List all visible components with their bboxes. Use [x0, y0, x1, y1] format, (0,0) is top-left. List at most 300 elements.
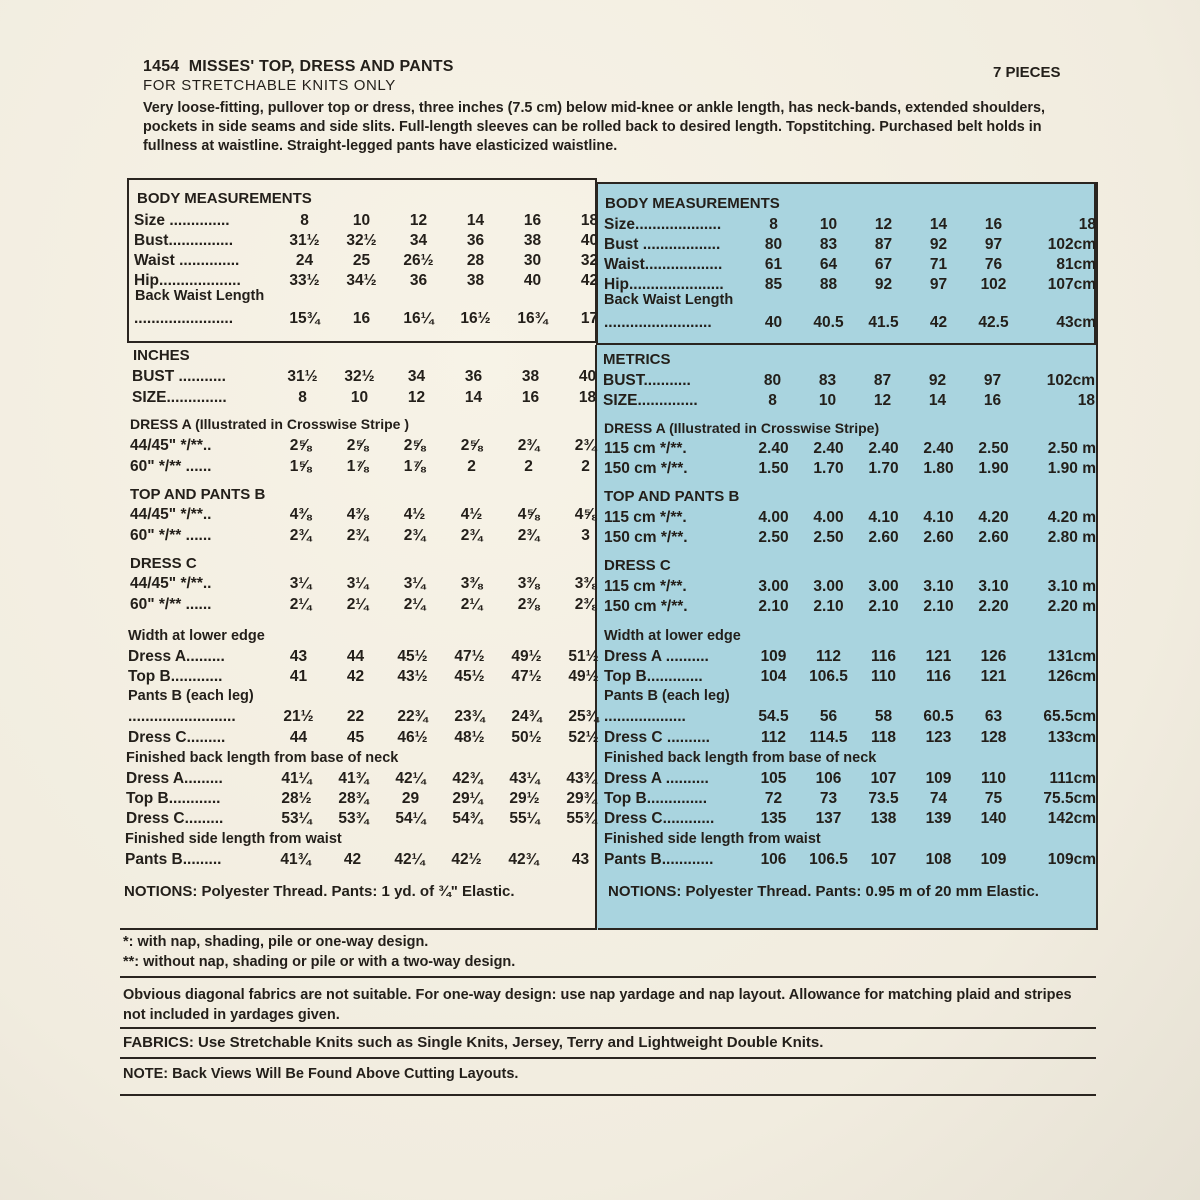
row-value: 102cm — [1046, 372, 1095, 389]
footnote-no-nap: **: without nap, shading or pile or with a two-way design. — [123, 954, 516, 970]
row-value: 1.90 — [978, 460, 1009, 477]
row-value: 2.50 — [758, 529, 789, 546]
row-value: 50½ — [511, 729, 542, 746]
row-value: 42¾ — [452, 770, 483, 787]
row-value: 2.10 — [813, 598, 844, 615]
row-value: 2¾ — [460, 527, 483, 544]
row-label: Bust .................. — [604, 236, 721, 253]
row-label: Hip................... — [134, 272, 241, 289]
row-label: Waist.................. — [604, 256, 723, 273]
pattern-description: Very loose-fitting, pullover top or dress, three inches (7.5 cm) below mid-knee or ankle length, has neck-bands, extended shoulders, pockets in side seams and side slits. Full-length sleeves can be rolled back to desired length. Topstitching. Purchased belt holds in fullness at waistline. Straight-legged pants have elasticized waistline. — [143, 100, 1046, 154]
row-value: 4.00 — [813, 509, 844, 526]
right-dressA-heading: DRESS A (Illustrated in Crosswise Stripe) — [604, 420, 880, 436]
row-value: 4½ — [403, 506, 426, 523]
row-value: 44 — [289, 729, 308, 746]
row-value: 38 — [521, 368, 540, 385]
left-body-heading: BODY MEASUREMENTS — [137, 190, 312, 207]
row-value: 45 — [346, 729, 365, 746]
left-dressA-row — [130, 437, 614, 455]
row-value: 92 — [929, 236, 948, 253]
row-value: 2.60 — [978, 529, 1009, 546]
row-value: 15¾ — [289, 310, 320, 327]
row-value: 44 — [346, 648, 365, 665]
row-value: 18 — [580, 212, 599, 229]
row-value: 41¼ — [281, 770, 312, 787]
row-value: 121 — [925, 648, 952, 665]
row-value: 23¾ — [454, 708, 485, 725]
row-value: 36 — [466, 232, 485, 249]
row-value: 2 — [581, 458, 590, 475]
right-metrics-row — [603, 372, 1095, 390]
row-value: 53¾ — [338, 810, 369, 827]
rule-under-diagonal — [120, 1027, 1096, 1029]
row-value: 1.50 — [758, 460, 789, 477]
row-value: 18 — [1078, 216, 1096, 233]
row-value: 29¾ — [566, 790, 597, 807]
right-dressC-heading: DRESS C — [604, 557, 671, 574]
row-value: 109 — [925, 770, 952, 787]
row-value: 24 — [295, 252, 314, 269]
row-value: 16 — [352, 310, 371, 327]
row-value: 2¾ — [574, 437, 597, 454]
right-side-heading: Finished side length from waist — [604, 831, 821, 847]
row-value: 48½ — [454, 729, 485, 746]
row-value: 76 — [984, 256, 1003, 273]
row-label: Dress A......... — [128, 648, 225, 665]
fabrics-note: FABRICS: Use Stretchable Knits such as Single Knits, Jersey, Terry and Lightweight Double Knits. — [123, 1034, 824, 1051]
row-value: 80 — [764, 236, 783, 253]
row-value: 2.60 — [923, 529, 954, 546]
right-metrics-row — [603, 392, 1095, 410]
row-value: 2¾ — [289, 527, 312, 544]
row-value: 4⅝ — [574, 506, 597, 523]
row-value: 16 — [983, 392, 1002, 409]
row-value: 56 — [819, 708, 838, 725]
row-value: 40.5 — [813, 314, 844, 331]
row-label: Dress C......... — [126, 810, 224, 827]
footnote-nap: *: with nap, shading, pile or one-way design. — [123, 934, 429, 950]
right-width-heading: Width at lower edge — [604, 628, 741, 644]
row-value: 2⅜ — [517, 596, 540, 613]
row-value: 73 — [819, 790, 838, 807]
row-value: 2¼ — [460, 596, 483, 613]
row-value: 25¾ — [568, 708, 599, 725]
row-value: 104 — [760, 668, 787, 685]
right-back-row — [604, 790, 1096, 808]
row-value: 36 — [464, 368, 483, 385]
row-label: Waist .............. — [134, 252, 240, 269]
row-value: 54¼ — [395, 810, 426, 827]
row-label: 60" */** ...... — [130, 527, 212, 544]
row-value: 3¼ — [346, 575, 369, 592]
row-value: 3¼ — [403, 575, 426, 592]
row-value: 131cm — [1047, 648, 1096, 665]
row-value: 116 — [925, 668, 951, 685]
row-value: 3⅜ — [517, 575, 540, 592]
left-side-row — [125, 851, 609, 869]
rule-under-fabrics — [120, 1057, 1096, 1059]
row-value: 42¼ — [394, 851, 425, 868]
row-value: 106 — [760, 851, 787, 868]
row-value: 18 — [578, 389, 597, 406]
row-value: 4.10 — [868, 509, 899, 526]
row-value: 111cm — [1049, 770, 1096, 787]
left-back-row — [126, 810, 610, 828]
row-label: 44/45" */**.. — [130, 437, 212, 454]
left-dressA-heading: DRESS A (Illustrated in Crosswise Stripe ) — [130, 416, 410, 432]
row-value: 28¾ — [338, 790, 369, 807]
row-value: 41.5 — [868, 314, 899, 331]
row-value: 2.40 — [923, 440, 954, 457]
row-value: 140 — [980, 810, 1007, 827]
right-width-row — [604, 668, 1096, 686]
row-label: 115 cm */**. — [604, 440, 687, 457]
row-label: Dress A .......... — [604, 648, 709, 665]
row-value: 83 — [818, 372, 837, 389]
row-value: 49½ — [568, 668, 599, 685]
rule-under-footnotes — [120, 976, 1096, 978]
row-value: 30 — [523, 252, 542, 269]
row-value: 16¾ — [517, 310, 548, 327]
left-dressC-heading: DRESS C — [130, 555, 197, 572]
row-value: 106.5 — [809, 851, 848, 868]
row-value: 102 — [980, 276, 1007, 293]
left-body-row — [134, 252, 618, 270]
row-value: 65.5cm — [1043, 708, 1096, 725]
row-value: 3⅜ — [574, 575, 597, 592]
back-views-note: NOTE: Back Views Will Be Found Above Cutting Layouts. — [123, 1066, 519, 1082]
row-value: 28½ — [281, 790, 312, 807]
row-value: 116 — [870, 648, 896, 665]
metric-panel-bottom — [598, 928, 1097, 930]
row-value: 123 — [925, 729, 952, 746]
row-value: 4.20 m — [1047, 509, 1096, 526]
row-value: 41¾ — [338, 770, 369, 787]
right-dressC-width-row — [604, 729, 1096, 747]
row-label: Pants B......... — [125, 851, 222, 868]
row-value: 4⅜ — [289, 506, 312, 523]
row-value: 3.00 — [758, 578, 789, 595]
row-value: 4.10 — [923, 509, 954, 526]
left-inches-heading: INCHES — [133, 347, 190, 364]
pattern-title: 1454 MISSES' TOP, DRESS AND PANTS — [143, 58, 454, 75]
row-value: 4.20 — [978, 509, 1009, 526]
left-width-heading: Width at lower edge — [128, 628, 265, 644]
row-value: 97 — [929, 276, 948, 293]
row-value: 71 — [929, 256, 948, 273]
row-value: 3.10 — [978, 578, 1009, 595]
right-width-row — [604, 648, 1096, 666]
row-label: 115 cm */**. — [604, 578, 687, 595]
left-topB-heading: TOP AND PANTS B — [130, 486, 266, 503]
row-label: ................... — [604, 708, 686, 725]
pattern-subtitle: FOR STRETCHABLE KNITS ONLY — [143, 77, 396, 94]
row-value: 85 — [764, 276, 783, 293]
row-value: 1.80 — [923, 460, 954, 477]
row-value: 43 — [289, 648, 308, 665]
row-label: Dress C............ — [604, 810, 715, 827]
row-value: 54.5 — [758, 708, 789, 725]
row-value: 107cm — [1047, 276, 1096, 293]
row-value: 2.40 — [758, 440, 789, 457]
row-value: 2.20 — [978, 598, 1009, 615]
row-value: 4.00 — [758, 509, 789, 526]
row-value: 55¼ — [509, 810, 540, 827]
row-value: 1⅞ — [403, 458, 426, 475]
row-value: 60.5 — [923, 708, 954, 725]
row-value: 40 — [523, 272, 542, 289]
row-label: 44/45" */**.. — [130, 575, 212, 592]
row-value: 29 — [401, 790, 420, 807]
row-value: 14 — [464, 389, 483, 406]
row-value: 54¾ — [452, 810, 483, 827]
row-value: 2⅝ — [346, 437, 369, 454]
row-value: 67 — [874, 256, 893, 273]
row-value: 46½ — [397, 729, 428, 746]
row-value: 110 — [980, 770, 1006, 787]
row-value: 3.00 — [868, 578, 899, 595]
row-value: 110 — [870, 668, 896, 685]
right-pants-label: Pants B (each leg) — [604, 688, 730, 704]
row-value: 40 — [580, 232, 599, 249]
row-value: 1.70 — [813, 460, 844, 477]
row-label: 60" */** ...... — [130, 596, 212, 613]
row-value: 2⅜ — [574, 596, 597, 613]
row-value: 80 — [763, 372, 782, 389]
row-value: 47½ — [511, 668, 542, 685]
row-value: 42½ — [451, 851, 482, 868]
row-value: 64 — [819, 256, 838, 273]
rule-under-notions — [120, 928, 597, 930]
row-label: Size .............. — [134, 212, 230, 229]
row-value: 32 — [580, 252, 599, 269]
row-value: 32½ — [346, 232, 377, 249]
row-value: 135 — [760, 810, 787, 827]
row-value: 109cm — [1047, 851, 1096, 868]
row-value: 87 — [874, 236, 893, 253]
row-value: 41¾ — [280, 851, 311, 868]
right-pants-row — [604, 708, 1096, 726]
right-back-row — [604, 810, 1096, 828]
row-value: 2¾ — [517, 527, 540, 544]
row-value: 74 — [929, 790, 948, 807]
row-value: 4⅝ — [517, 506, 540, 523]
row-value: 2⅝ — [403, 437, 426, 454]
row-value: 25 — [352, 252, 371, 269]
row-value: 2.50 — [813, 529, 844, 546]
row-value: 2.50 m — [1047, 440, 1096, 457]
row-value: 105 — [760, 770, 787, 787]
row-value: 63 — [984, 708, 1003, 725]
row-value: 32½ — [344, 368, 375, 385]
row-value: 107 — [870, 770, 897, 787]
row-value: 10 — [818, 392, 837, 409]
right-side-row — [604, 851, 1096, 869]
row-value: 49½ — [511, 648, 542, 665]
row-value: 88 — [819, 276, 838, 293]
row-value: 4½ — [460, 506, 483, 523]
right-body-row — [604, 256, 1096, 274]
row-value: 3.10 — [923, 578, 954, 595]
row-value: 3.00 — [813, 578, 844, 595]
row-value: 97 — [984, 236, 1003, 253]
row-value: 112 — [815, 648, 841, 665]
row-value: 8 — [300, 212, 309, 229]
row-value: 43cm — [1056, 314, 1096, 331]
left-topB-row — [130, 527, 614, 545]
row-value: 14 — [466, 212, 485, 229]
row-value: 16 — [521, 389, 540, 406]
row-value: 2.60 — [868, 529, 899, 546]
row-value: 12 — [409, 212, 428, 229]
row-value: 34 — [409, 232, 428, 249]
left-body-row — [134, 272, 618, 290]
row-value: 31½ — [289, 232, 320, 249]
row-value: 83 — [819, 236, 838, 253]
row-value: 106.5 — [809, 668, 848, 685]
left-dressC-row — [130, 575, 614, 593]
left-bwl-row — [134, 310, 618, 328]
row-value: 2.40 — [813, 440, 844, 457]
row-value: 16 — [984, 216, 1003, 233]
row-label: Top B............ — [126, 790, 221, 807]
column-divider — [595, 345, 597, 930]
right-metrics-heading: METRICS — [603, 351, 671, 368]
row-value: 22 — [346, 708, 365, 725]
row-value: 1.70 — [868, 460, 899, 477]
row-value: 133cm — [1047, 729, 1096, 746]
left-dressC-width-row — [128, 729, 612, 747]
row-label: BUST........... — [603, 372, 691, 389]
right-body-row — [604, 276, 1096, 294]
row-label: 44/45" */**.. — [130, 506, 212, 523]
left-back-row — [126, 790, 610, 808]
right-bwl-row — [604, 314, 1096, 332]
row-label: Hip...................... — [604, 276, 724, 293]
row-value: 109 — [980, 851, 1007, 868]
rule-under-note — [120, 1094, 1096, 1096]
row-label: BUST ........... — [132, 368, 226, 385]
left-dressC-row — [130, 596, 614, 614]
row-value: 8 — [298, 389, 307, 406]
row-value: 138 — [870, 810, 897, 827]
row-value: 3⅜ — [460, 575, 483, 592]
row-value: 16¼ — [403, 310, 434, 327]
left-back-heading: Finished back length from base of neck — [126, 750, 399, 766]
left-pants-label: Pants B (each leg) — [128, 688, 254, 704]
row-value: 34 — [407, 368, 426, 385]
row-value: 3 — [581, 527, 590, 544]
row-value: 24¾ — [511, 708, 542, 725]
row-value: 139 — [925, 810, 952, 827]
right-body-heading: BODY MEASUREMENTS — [605, 195, 780, 212]
row-value: 2.10 — [758, 598, 789, 615]
row-value: 45½ — [397, 648, 428, 665]
row-value: 43¼ — [509, 770, 540, 787]
row-value: 42 — [580, 272, 599, 289]
row-value: 29½ — [509, 790, 540, 807]
row-value: 42.5 — [978, 314, 1009, 331]
row-value: 28 — [466, 252, 485, 269]
row-label: ....................... — [134, 310, 234, 327]
row-value: 17 — [580, 310, 599, 327]
row-value: 4⅜ — [346, 506, 369, 523]
row-value: 40 — [764, 314, 783, 331]
row-value: 41 — [289, 668, 308, 685]
row-value: 102cm — [1047, 236, 1096, 253]
row-value: 45½ — [454, 668, 485, 685]
row-value: 38 — [523, 232, 542, 249]
row-value: 43½ — [397, 668, 428, 685]
row-value: 42 — [346, 668, 365, 685]
row-value: 108 — [925, 851, 952, 868]
row-label: Dress C......... — [128, 729, 226, 746]
row-value: 114.5 — [809, 729, 848, 746]
row-value: 92 — [874, 276, 893, 293]
row-label: 150 cm */**. — [604, 598, 688, 615]
row-value: 1⅞ — [346, 458, 369, 475]
row-value: 118 — [870, 729, 896, 746]
row-value: 2.80 m — [1047, 529, 1096, 546]
row-label: Top B.............. — [604, 790, 708, 807]
row-value: 8 — [768, 392, 777, 409]
left-bwl-label: Back Waist Length — [135, 288, 265, 304]
row-value: 47½ — [454, 648, 485, 665]
row-label: 60" */** ...... — [130, 458, 212, 475]
row-value: 121 — [980, 668, 1007, 685]
right-notions: NOTIONS: Polyester Thread. Pants: 0.95 m of 20 mm Elastic. — [608, 883, 1039, 900]
row-value: 12 — [873, 392, 892, 409]
row-value: 22¾ — [397, 708, 428, 725]
row-value: 21½ — [283, 708, 314, 725]
row-label: Dress C .......... — [604, 729, 710, 746]
left-width-row — [128, 648, 612, 666]
row-value: 1⅝ — [289, 458, 312, 475]
left-body-row — [134, 232, 618, 250]
row-value: 2⅝ — [460, 437, 483, 454]
row-value: 42¼ — [395, 770, 426, 787]
row-value: 126cm — [1047, 668, 1096, 685]
row-value: 10 — [819, 216, 838, 233]
row-value: 2.50 — [978, 440, 1009, 457]
left-width-row — [128, 668, 612, 686]
row-value: 42 — [343, 851, 362, 868]
row-value: 2⅝ — [289, 437, 312, 454]
row-label: Dress A .......... — [604, 770, 709, 787]
row-value: 42 — [929, 314, 948, 331]
left-side-heading: Finished side length from waist — [125, 831, 342, 847]
row-value: 29¼ — [452, 790, 483, 807]
row-value: 142cm — [1047, 810, 1096, 827]
right-back-heading: Finished back length from base of neck — [604, 750, 877, 766]
right-topB-row — [604, 529, 1096, 547]
row-value: 2¾ — [517, 437, 540, 454]
row-value: 72 — [764, 790, 783, 807]
row-value: 2¾ — [346, 527, 369, 544]
right-dressC-row — [604, 598, 1096, 616]
row-value: 33½ — [289, 272, 320, 289]
row-value: 16 — [523, 212, 542, 229]
row-value: 2 — [524, 458, 533, 475]
right-dressA-row — [604, 460, 1096, 478]
row-label: 150 cm */**. — [604, 529, 688, 546]
right-dressC-row — [604, 578, 1096, 596]
right-body-row — [604, 216, 1096, 234]
row-value: 137 — [815, 810, 842, 827]
row-value: 2¼ — [346, 596, 369, 613]
row-value: 3.10 m — [1047, 578, 1096, 595]
row-value: 14 — [929, 216, 948, 233]
